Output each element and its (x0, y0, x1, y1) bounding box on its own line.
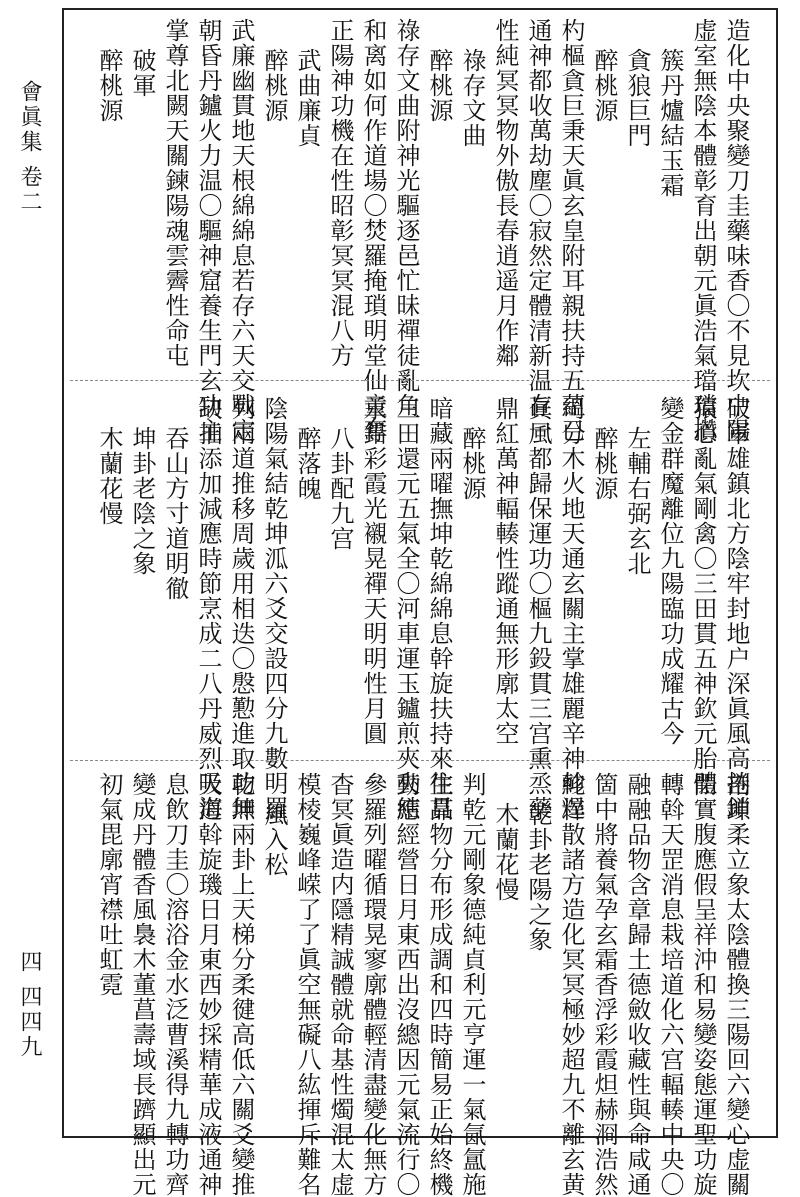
text-column: 判乾元剛象德純貞利元亨運一氣氤氲施 (458, 772, 486, 1197)
text-column: 暗藏兩曜撫坤乾綿綿息幹旋扶持來往貫 (425, 396, 453, 821)
text-column: 眞風都歸保運功〇樞九鈠貫三宫熏烝藥 (524, 396, 552, 821)
text-column: 乾坤兩卦上天梯分柔徤高低六關爻變推 (227, 772, 255, 1197)
text-column: 坤卦老陰之象 (128, 426, 156, 576)
text-column: 性純冥冥物外傲長春逍遥月作鄰 (491, 18, 519, 368)
text-column: 融融品物含章歸土德斂收藏性與命咸通 (623, 772, 651, 1197)
text-column: 杳冥眞造内隱精誠體就命基性燭混太虚 (326, 772, 354, 1197)
text-column: 純粹散諸方造化冥冥極妙超九不離玄黄 (557, 772, 585, 1197)
text-column: 猿心亂氣剛禽〇三田貫五神欽元胎體 (689, 396, 717, 796)
text-column: 轉斡天罡消息栽培道化六宫輻輳中央〇 (656, 772, 684, 1197)
text-column: 缺抽添加減應時節烹成二八丹威烈吸海 (194, 396, 222, 821)
text-column: 醉桃源 (260, 48, 288, 123)
text-column: 生品物分布形成調和四時簡易正始終機 (425, 772, 453, 1197)
text-column: 木蘭花慢 (95, 426, 123, 526)
text-column: 木蘭花慢 (491, 802, 519, 902)
text-column: 剖坤柔立象太陰體換三陽回六變心虚關 (722, 772, 750, 1197)
text-column: 掌尊北闕天關鍊陽魂雲霽性命屯 (161, 18, 189, 368)
page-number-margin: 四 四四九 (17, 950, 42, 1060)
text-column: 風入松 (260, 802, 288, 877)
text-column: 參羅列曜循環晃寥廓體輕清盡變化無方 (359, 772, 387, 1197)
text-column: 破軍雄鎮北方陰牢封地户深眞風高捲鎖 (722, 396, 750, 821)
text-column: 武曲廉貞 (293, 48, 321, 148)
text-column: 八卦配九宫 (326, 426, 354, 551)
text-column: 模棱巍峰嵘了了眞空無礙八紘揮斥難名 (293, 772, 321, 1197)
text-column: 初氣毘廓宵襟吐虹霓 (95, 772, 123, 997)
text-column: 祿存文曲 (458, 48, 486, 148)
text-column: 變金群魔離位九陽臨功成耀古今 (656, 396, 684, 746)
text-column: 醉落魄 (293, 426, 321, 501)
text-column: 變成丹體香風裊木董菖壽域長躋顯出元 (128, 772, 156, 1197)
text-column: 破軍 (128, 48, 156, 98)
text-column: 醉桃源 (590, 48, 618, 123)
text-column: 三田還元五氣全〇河車運玉鑪煎夾夾結 (392, 396, 420, 821)
text-column: 通神都收萬劫塵〇寂然定體清新温存一 (524, 18, 552, 443)
text-column: 醉桃源 (458, 426, 486, 501)
text-column: 祿存文曲附神光驅逐邑忙昧禪徒亂角 (392, 18, 420, 418)
text-column: 箇中將養氣孕玄霜香浮彩霞炟赫浻浩然 (590, 772, 618, 1197)
text-column: 醉桃源 (590, 426, 618, 501)
text-column: 和离如何作道場〇焚羅掩瑣明堂仙童奪 (359, 18, 387, 443)
text-section (0, 396, 800, 821)
text-column: 陰陽氣結乾坤泒六爻交設四分九數明羅 (260, 396, 288, 821)
book-title-margin: 會眞集 卷二 (17, 80, 42, 215)
text-column: 杓樞貪巨秉天眞玄皇附耳親扶持五蘊已 (557, 18, 585, 443)
text-column: 汞鉛彩霞光襯晃禪天明明性月圓 (359, 396, 387, 746)
text-column: 簇丹爐結玉霜 (656, 48, 684, 198)
text-section (0, 18, 800, 443)
text-column: 天道斡旋璣日月東西妙採精華成液通神 (194, 772, 222, 1197)
text-column: 醉桃源 (425, 48, 453, 123)
section-divider (70, 760, 770, 761)
text-column: 造化中央聚變刀圭藥味香〇不見坎中陽 (722, 18, 750, 443)
text-column: 虚室無陰本體彰育出朝元眞浩氣璫璫攢 (689, 18, 717, 443)
text-column: 列兩道推移周歲用相迭〇慇懃進取功無 (227, 396, 255, 821)
text-column: 動應經營日月東西出沒總因元氣流行〇 (392, 772, 420, 1197)
section-divider (70, 380, 770, 381)
text-column: 正陽神功機在性昭彰冥冥混八方 (326, 18, 354, 368)
text-section (0, 772, 800, 1197)
text-column: 醉桃源 (95, 48, 123, 123)
text-column: 武廉幽貫地天根綿綿息若存六天交戰定 (227, 18, 255, 443)
text-column: 閉實腹應假呈祥沖和易變姿態運聖功旋 (689, 772, 717, 1197)
text-column: 朝昏丹鑪火力温〇驅神窟養生門玄功主 (194, 18, 222, 443)
text-column: 貪狼巨門 (623, 48, 651, 148)
text-column: 司分木火地天通玄關主掌雄麗辛神軫逞 (557, 396, 585, 821)
text-column: 吞山方寸道明徹 (161, 426, 189, 601)
text-column: 左輔右弼玄北 (623, 426, 651, 576)
text-column: 鼎紅萬神輻輳性蹤通無形廓太空 (491, 396, 519, 746)
text-column: 息飲刀圭〇溶浴金水泛曹溪得九轉功齊 (161, 772, 189, 1197)
text-column: 乾卦老陽之象 (524, 802, 552, 952)
